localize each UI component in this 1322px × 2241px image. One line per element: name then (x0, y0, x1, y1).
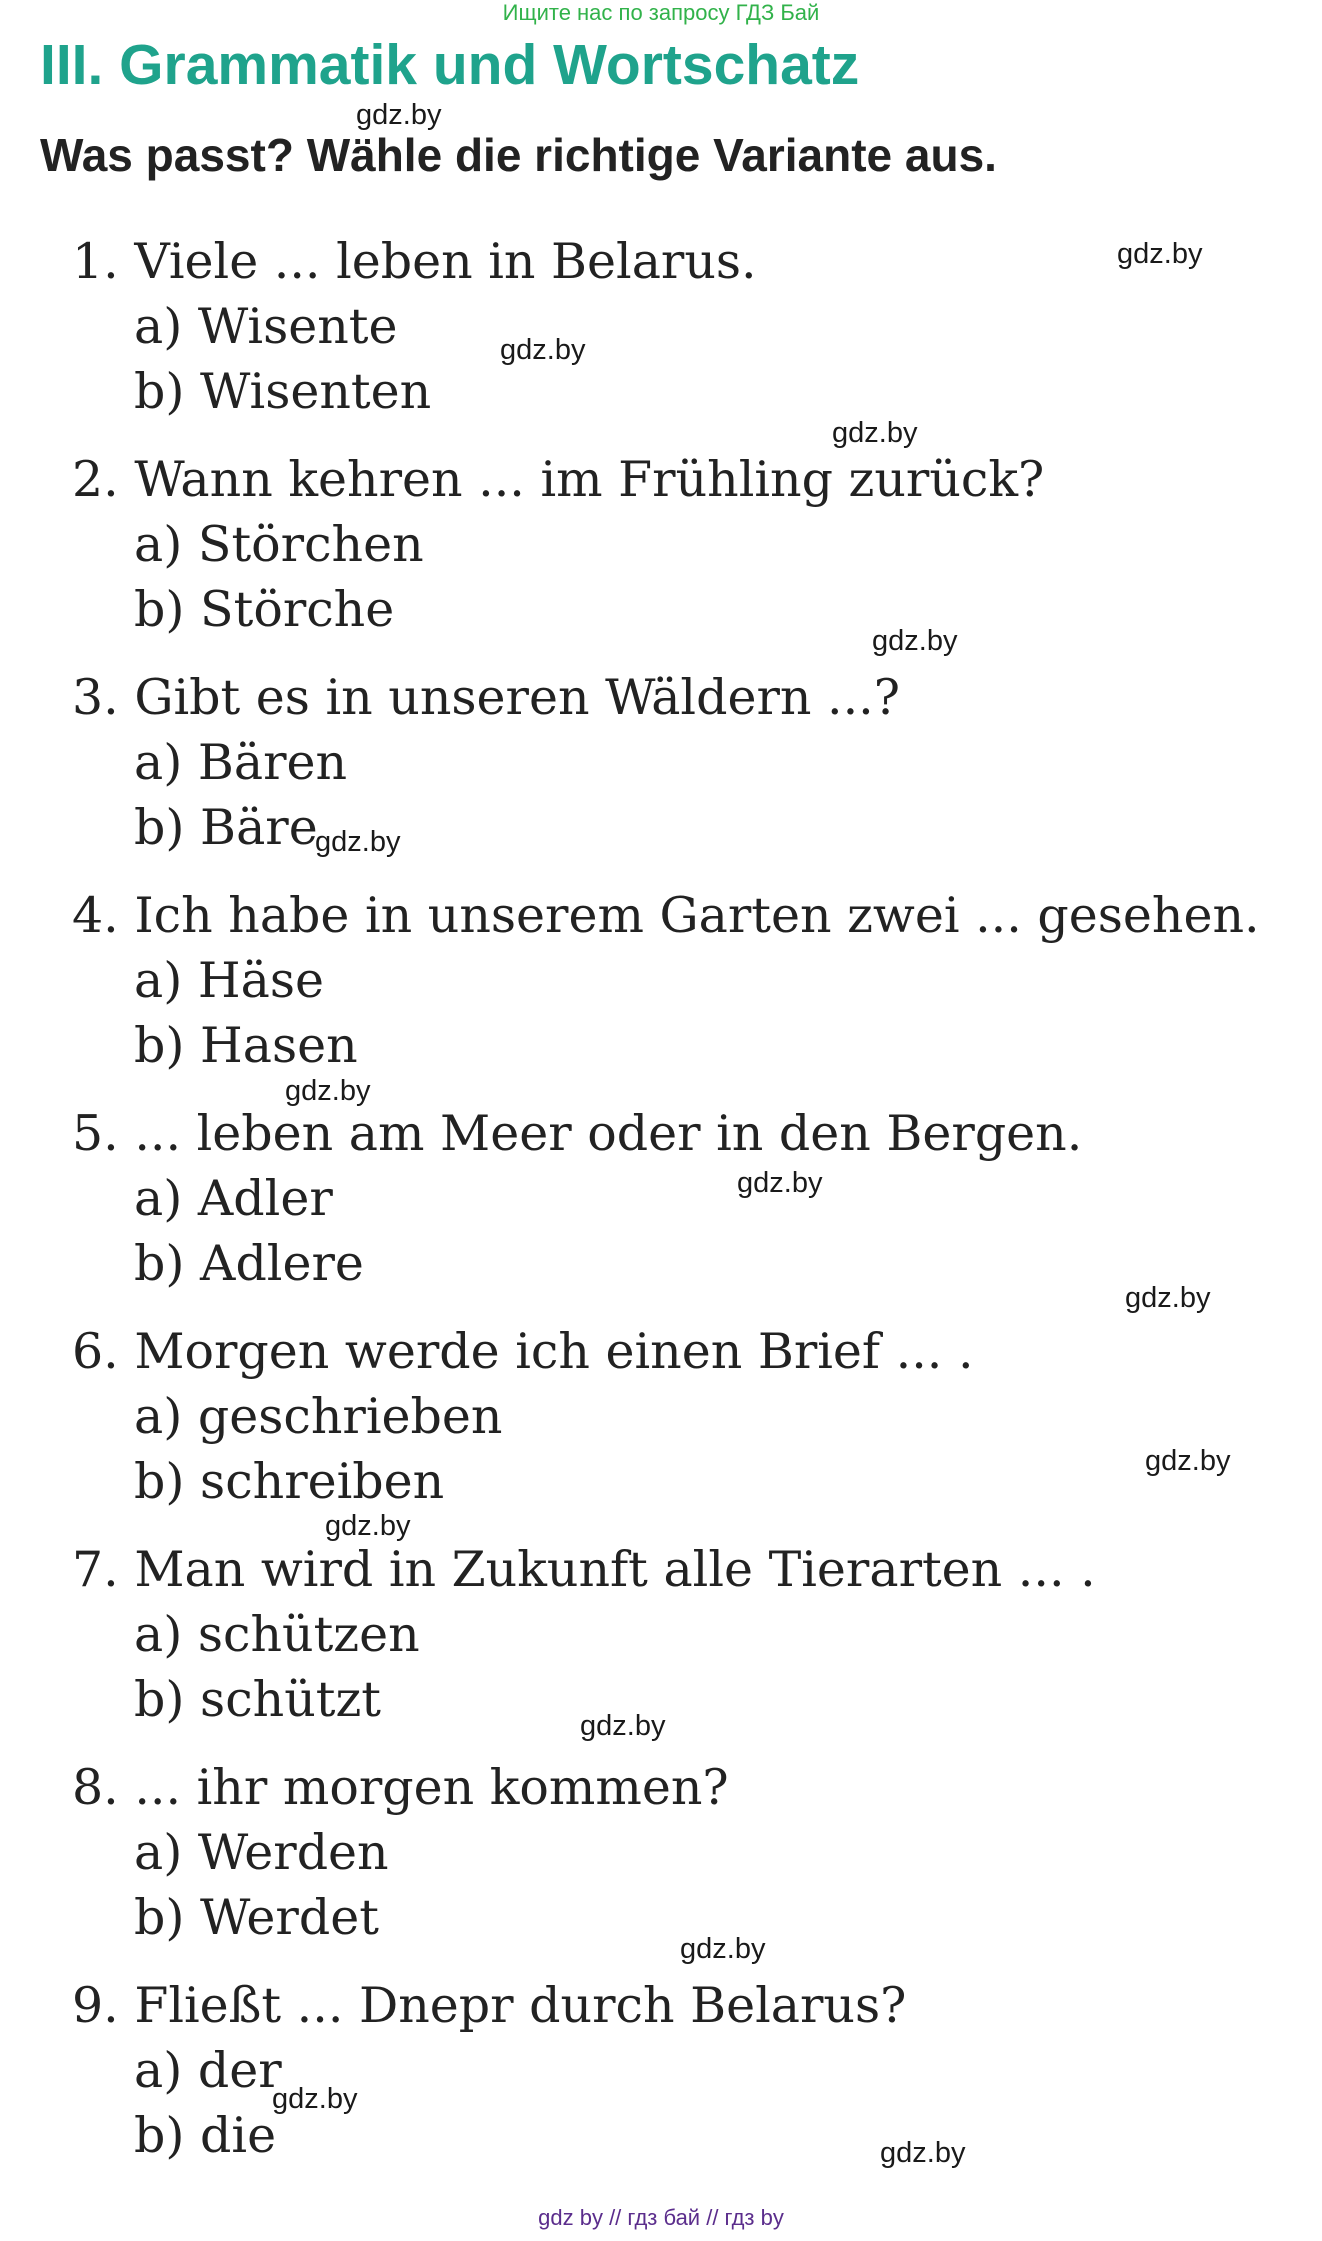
question-3-option-b: b) Bäre (134, 799, 318, 856)
watermark: gdz.by (1117, 238, 1203, 270)
question-6-option-a: a) geschrieben (134, 1388, 503, 1445)
question-4-option-b: b) Hasen (134, 1017, 358, 1074)
watermark: gdz.by (1145, 1445, 1231, 1477)
instruction: Was passt? Wähle die richtige Variante aus. (40, 129, 997, 181)
question-5-option-b: b) Adlere (134, 1235, 364, 1292)
watermark: gdz.by (737, 1167, 823, 1199)
watermark: gdz.by (272, 2083, 358, 2115)
question-9: 9. Fließt ... Dnepr durch Belarus? (72, 1977, 907, 2034)
question-8-option-b: b) Werdet (134, 1889, 379, 1946)
question-1-option-a: a) Wisente (134, 298, 398, 355)
watermark: gdz.by (500, 334, 586, 366)
watermark: gdz.by (872, 625, 958, 657)
question-9-option-b: b) die (134, 2107, 277, 2164)
section-title: III. Grammatik und Wortschatz (40, 33, 860, 97)
footer: gdz by // гдз бай // гдз by (538, 2205, 784, 2230)
question-2-option-a: a) Störchen (134, 516, 424, 573)
question-8-option-a: a) Werden (134, 1824, 389, 1881)
watermark: gdz.by (832, 417, 918, 449)
question-7-option-a: a) schützen (134, 1606, 420, 1663)
watermark: gdz.by (285, 1075, 371, 1107)
watermark: gdz.by (880, 2137, 966, 2169)
question-9-option-a: a) der (134, 2042, 282, 2099)
watermark: gdz.by (356, 99, 442, 131)
question-4-option-a: a) Häse (134, 952, 324, 1009)
question-5-option-a: a) Adler (134, 1170, 333, 1227)
watermark: gdz.by (325, 1510, 411, 1542)
question-6: 6. Morgen werde ich einen Brief ... . (72, 1323, 974, 1380)
question-7-option-b: b) schützt (134, 1671, 381, 1728)
question-2: 2. Wann kehren ... im Frühling zurück? (72, 451, 1045, 508)
question-3: 3. Gibt es in unseren Wäldern ...? (72, 669, 901, 726)
question-6-option-b: b) schreiben (134, 1453, 445, 1510)
watermark: gdz.by (680, 1933, 766, 1965)
question-7: 7. Man wird in Zukunft alle Tierarten ... . (72, 1541, 1096, 1598)
question-1-option-b: b) Wisenten (134, 363, 432, 420)
question-2-option-b: b) Störche (134, 581, 395, 638)
watermark: gdz.by (580, 1710, 666, 1742)
question-8: 8. ... ihr morgen kommen? (72, 1759, 729, 1816)
watermark: gdz.by (315, 826, 401, 858)
question-3-option-a: a) Bären (134, 734, 348, 791)
question-1: 1. Viele ... leben in Belarus. (72, 233, 757, 290)
top-banner: Ищите нас по запросу ГДЗ Бай (502, 0, 820, 25)
question-4: 4. Ich habe in unserem Garten zwei ... gesehen. (72, 887, 1260, 944)
question-5: 5. ... leben am Meer oder in den Bergen. (72, 1105, 1083, 1162)
watermark: gdz.by (1125, 1282, 1211, 1314)
